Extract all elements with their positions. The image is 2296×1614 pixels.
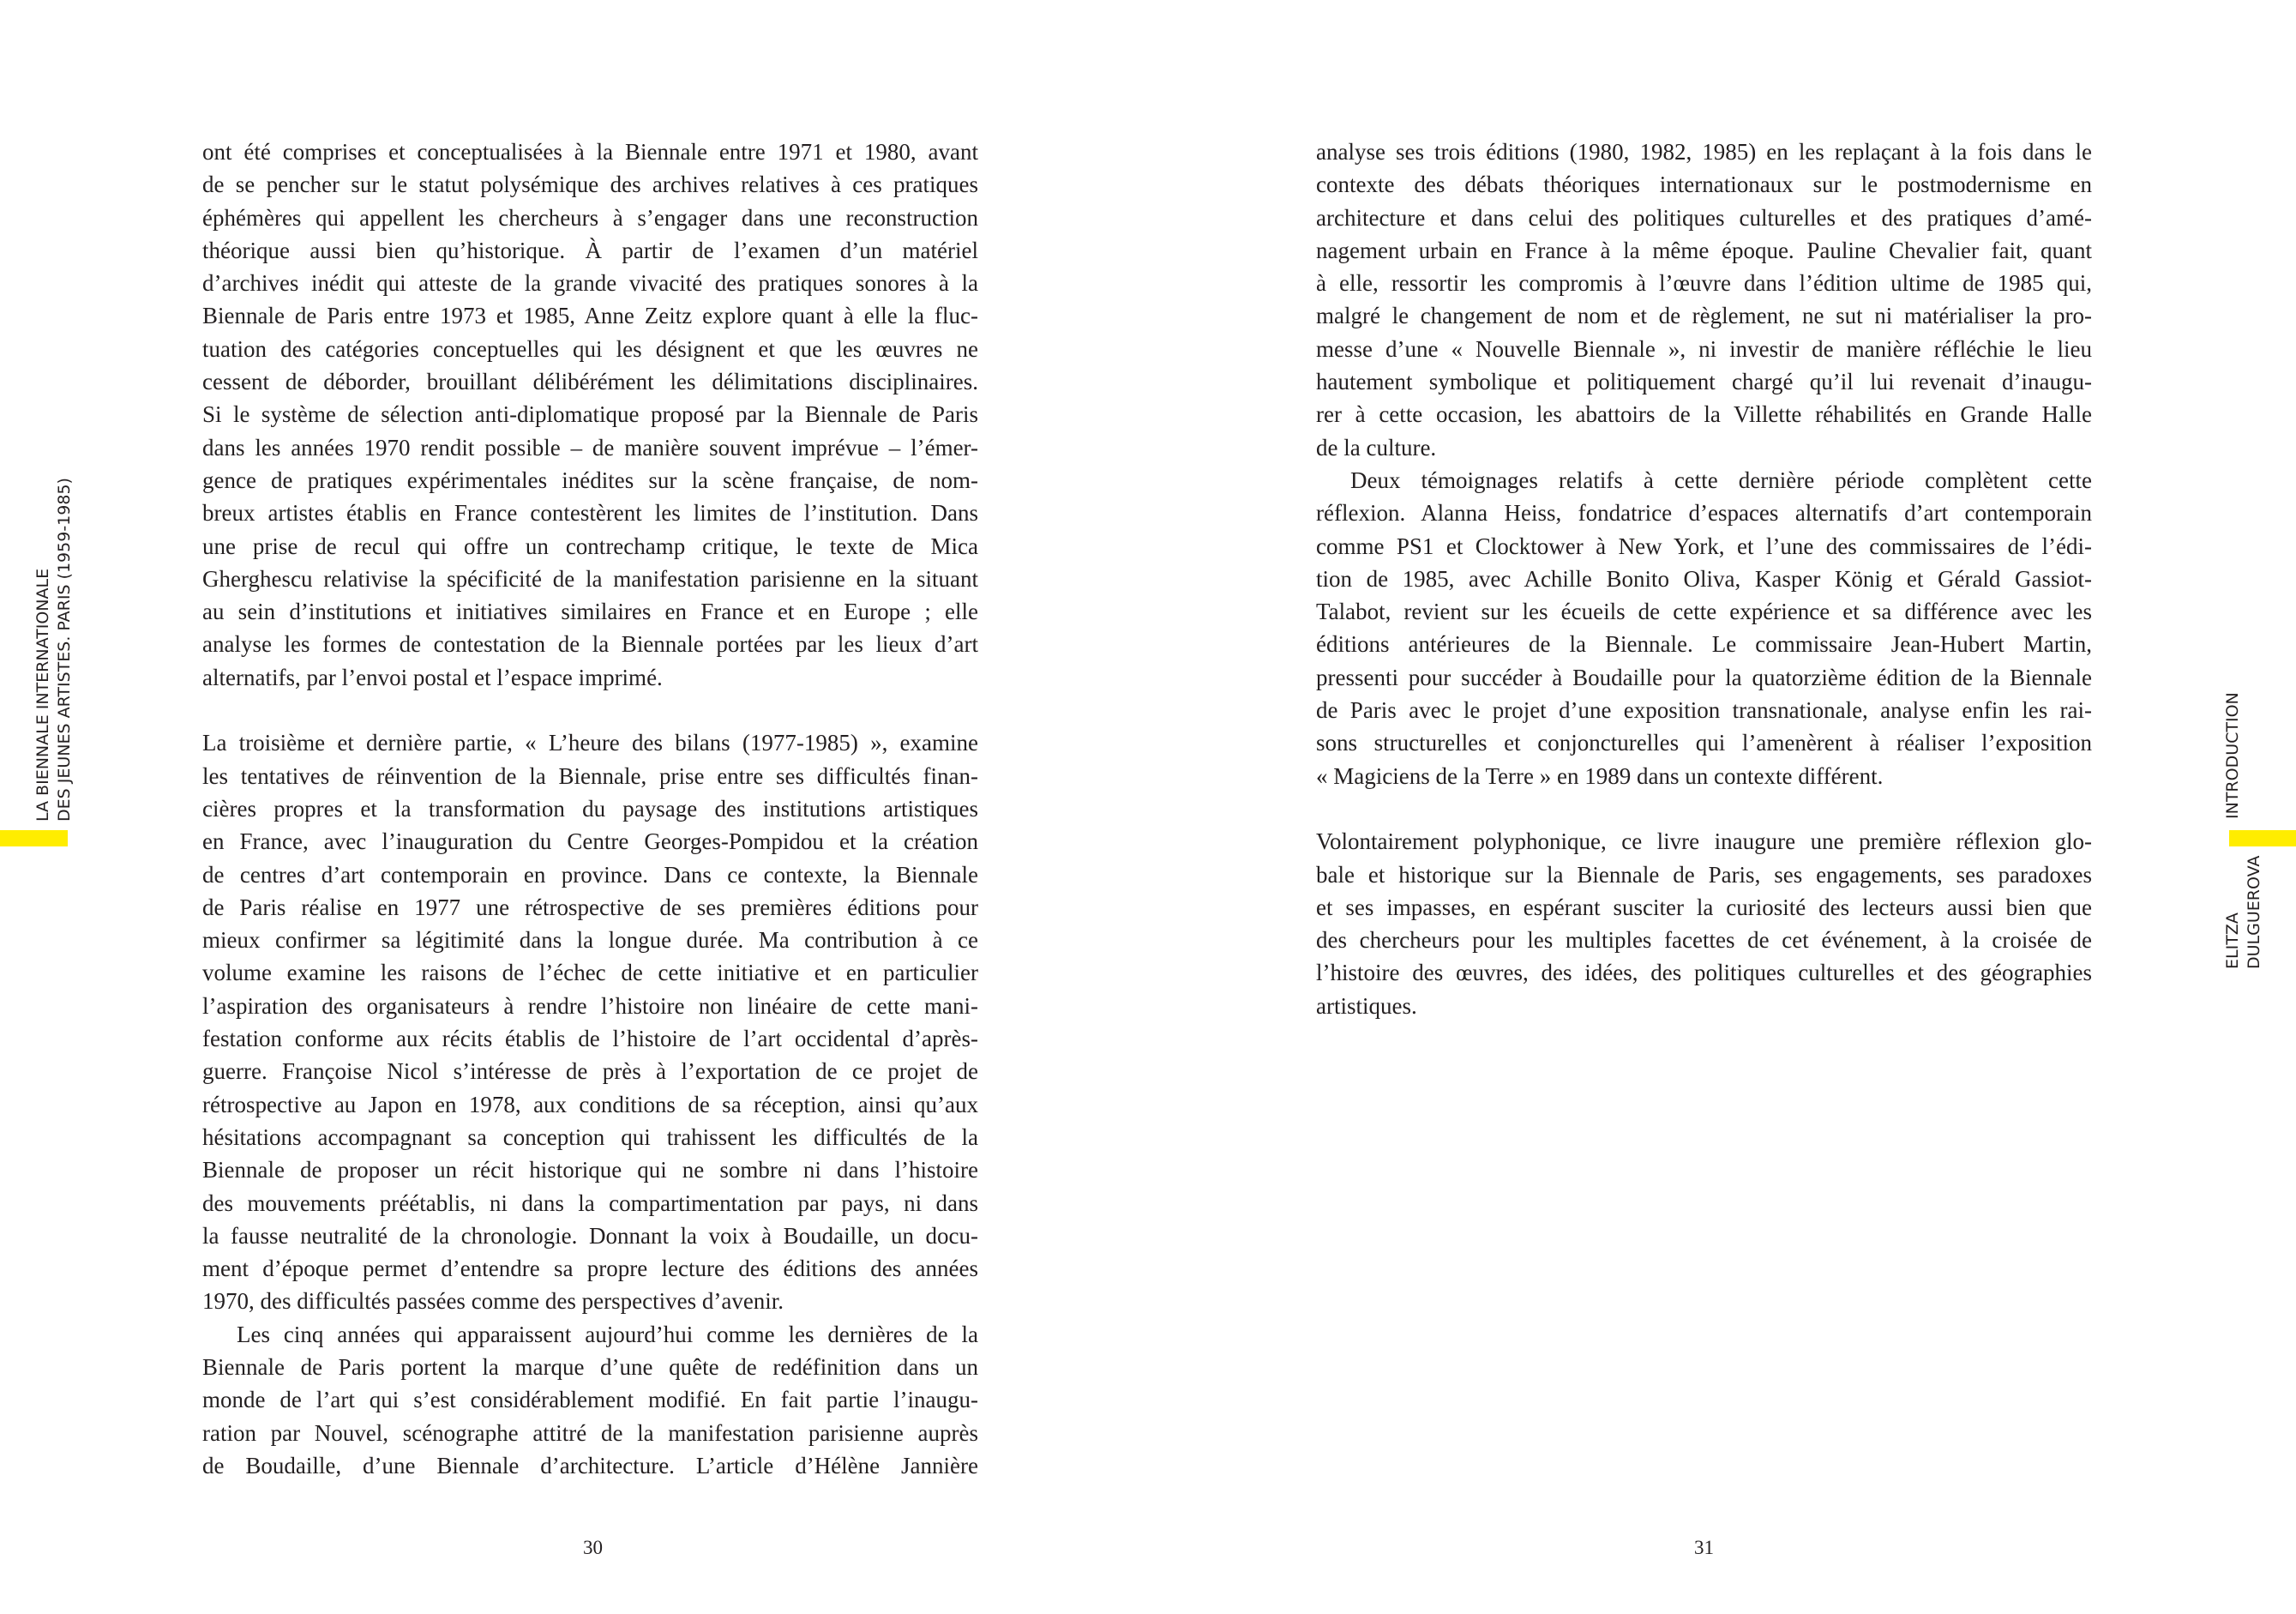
text-line: théorique aussi bien qu’historique. À partir de l’examen d’un matériel [202, 237, 978, 263]
text-line: mieux confirmer sa légitimité dans la longue durée. Ma contribution à ce [202, 927, 978, 954]
running-head-section: INTRODUCTION [2223, 692, 2242, 819]
text-line: Biennale de Paris portent la marque d’une quête de redéfinition dans un [202, 1353, 978, 1380]
page-number-right: 31 [1694, 1537, 1714, 1558]
text-line: La troisième et dernière partie, « L’heure des bilans (1977-1985) », examine [202, 730, 978, 756]
paragraph [1316, 136, 2092, 464]
text-line: à elle, ressortir les compromis à l’œuvre dans l’édition ultime de 1985 qui, [1316, 270, 2092, 297]
yellow-tab-marker-right [2229, 830, 2296, 846]
text-line: l’aspiration des organisateurs à rendre l’histoire non linéaire de cette mani- [202, 992, 978, 1019]
text-line: la fausse neutralité de la chronologie. Donnant la voix à Boudaille, un docu- [202, 1222, 978, 1249]
text-line: rétrospective au Japon en 1978, aux conditions de sa réception, ainsi qu’aux [202, 1091, 978, 1117]
text-line: contexte des débats théoriques internationaux sur le postmodernisme en [1316, 172, 2092, 198]
text-line: malgré le changement de nom et de règlement, ne sut ni matérialiser la pro- [1316, 303, 2092, 329]
text-line: guerre. Françoise Nicol s’intéresse de près à l’exportation de ce projet de [202, 1058, 978, 1085]
text-line: des chercheurs pour les multiples facettes de cet événement, à la croisée de [1316, 927, 2092, 954]
text-line: Biennale de proposer un récit historique qui ne sombre ni dans l’histoire [202, 1157, 978, 1183]
text-line: éphémères qui appellent les chercheurs à s’engager dans une reconstruction [202, 204, 978, 231]
running-head-book-title [33, 478, 75, 822]
text-line: de Boudaille, d’une Biennale d’architecture. L’article d’Hélène Jannière [202, 1452, 978, 1478]
author-first-name: ELITZA [2223, 912, 2242, 969]
text-line: de se pencher sur le statut polysémique des archives relatives à ces pratiques [202, 172, 978, 198]
text-line: les tentatives de réinvention de la Biennale, prise entre ses difficultés finan- [202, 762, 978, 789]
left-page-body [202, 136, 978, 1482]
text-line: bale et historique sur la Biennale de Paris, ses engagements, ses paradoxes [1316, 861, 2092, 888]
text-line: en France, avec l’inauguration du Centre Georges-Pompidou et la création [202, 828, 978, 855]
text-line: d’archives inédit qui atteste de la grande vivacité des pratiques sonores à la [202, 270, 978, 297]
paragraph [1316, 464, 2092, 792]
text-line: gence de pratiques expérimentales inédites sur la scène française, de nom- [202, 467, 978, 493]
text-line: volume examine les raisons de l’échec de cette initiative et en particulier [202, 960, 978, 986]
text-line: et ses impasses, en espérant susciter la curiosité des lecteurs aussi bien que [1316, 894, 2092, 920]
paragraph [202, 1318, 978, 1482]
text-line: pressenti pour succéder à Boudaille pour la quatorzième édition de la Biennale [1316, 664, 2092, 690]
paragraph-gap [202, 694, 978, 726]
text-line: ment d’époque permet d’entendre sa propre lecture des éditions des années [202, 1256, 978, 1282]
text-line: artistiques. [1316, 992, 1417, 1019]
text-line: « Magiciens de la Terre » en 1989 dans un contexte différent. [1316, 762, 1884, 789]
paragraph-gap [1316, 792, 2092, 825]
text-line: Biennale de Paris entre 1973 et 1985, Anne Zeitz explore quant à elle la fluc- [202, 303, 978, 329]
running-head-author [2222, 856, 2265, 969]
text-line: des mouvements préétablis, ni dans la compartimentation par pays, ni dans [202, 1189, 978, 1216]
page-number-left: 30 [583, 1537, 603, 1558]
text-line: Les cinq années qui apparaissent aujourd’hui comme les dernières de la [237, 1321, 978, 1347]
text-line: Gherghescu relativise la spécificité de la manifestation parisienne en la situant [202, 565, 978, 592]
text-line: Volontairement polyphonique, ce livre inaugure une première réflexion glo- [1316, 828, 2092, 855]
text-line: tuation des catégories conceptuelles qui les désignent et que les œuvres ne [202, 335, 978, 362]
text-line: sons structurelles et conjoncturelles qui l’amenèrent à réaliser l’exposition [1316, 730, 2092, 756]
text-line: Talabot, revient sur les écueils de cette expérience et sa différence avec les [1316, 599, 2092, 625]
text-line: cessent de déborder, brouillant délibérément les délimitations disciplinaires. [202, 369, 978, 395]
text-line: hésitations accompagnant sa conception qui trahissent les difficultés de la [202, 1123, 978, 1150]
paragraph [202, 726, 978, 1317]
text-line: cières propres et la transformation du paysage des institutions artistiques [202, 795, 978, 822]
text-line: architecture et dans celui des politiques culturelles et des pratiques d’amé- [1316, 204, 2092, 231]
text-line: alternatifs, par l’envoi postal et l’espace imprimé. [202, 664, 663, 690]
text-line: de la culture. [1316, 434, 1437, 461]
text-line: de centres d’art contemporain en province. Dans ce contexte, la Biennale [202, 861, 978, 888]
running-head-line: LA BIENNALE INTERNATIONALE [33, 568, 52, 822]
text-line: analyse les formes de contestation de la Biennale portées par les lieux d’art [202, 631, 978, 658]
text-line: de Paris réalise en 1977 une rétrospective de ses premières éditions pour [202, 894, 978, 920]
running-head-line: DES JEUNES ARTISTES. PARIS (1959-1985) [55, 478, 74, 822]
text-line: tion de 1985, avec Achille Bonito Oliva, Kasper König et Gérald Gassiot- [1316, 565, 2092, 592]
text-line: réflexion. Alanna Heiss, fondatrice d’espaces alternatifs d’art contemporain [1316, 500, 2092, 527]
text-line: breux artistes établis en France contestèrent les limites de l’institution. Dans [202, 500, 978, 527]
text-line: une prise de recul qui offre un contrechamp critique, le texte de Mica [202, 533, 978, 559]
text-line: festation conforme aux récits établis de l’histoire de l’art occidental d’après- [202, 1026, 978, 1052]
text-line: comme PS1 et Clocktower à New York, et l’une des commissaires de l’édi- [1316, 533, 2092, 559]
text-line: Si le système de sélection anti-diplomatique proposé par la Biennale de Paris [202, 401, 978, 428]
text-line: au sein d’institutions et initiatives similaires en France et en Europe ; elle [202, 599, 978, 625]
text-line: éditions antérieures de la Biennale. Le commissaire Jean-Hubert Martin, [1316, 631, 2092, 658]
yellow-tab-marker-left [0, 830, 68, 846]
text-line: hautement symbolique et politiquement chargé qu’il lui revenait d’inaugu- [1316, 369, 2092, 395]
paragraph [202, 136, 978, 694]
text-line: de Paris avec le projet d’une exposition transnationale, analyse enfin les rai- [1316, 697, 2092, 724]
right-page-body [1316, 136, 2092, 1022]
author-last-name: DULGUEROVA [2245, 855, 2263, 969]
text-line: 1970, des difficultés passées comme des perspectives d’avenir. [202, 1288, 784, 1315]
text-line: analyse ses trois éditions (1980, 1982, 1985) en les replaçant à la fois dans le [1316, 139, 2092, 165]
text-line: ration par Nouvel, scénographe attitré de la manifestation parisienne auprès [202, 1419, 978, 1446]
text-line: messe d’une « Nouvelle Biennale », ni investir de manière réfléchie le lieu [1316, 335, 2092, 362]
paragraph [1316, 825, 2092, 1022]
text-line: monde de l’art qui s’est considérablement modifié. En fait partie l’inaugu- [202, 1387, 978, 1413]
text-line: nagement urbain en France à la même époque. Pauline Chevalier fait, quant [1316, 237, 2092, 263]
text-line: dans les années 1970 rendit possible – de manière souvent imprévue – l’émer- [202, 434, 978, 461]
text-line: rer à cette occasion, les abattoirs de la Villette réhabilités en Grande Halle [1316, 401, 2092, 428]
text-line: Deux témoignages relatifs à cette dernière période complètent cette [1350, 467, 2092, 493]
text-line: ont été comprises et conceptualisées à la Biennale entre 1971 et 1980, avant [202, 139, 978, 165]
text-line: l’histoire des œuvres, des idées, des politiques culturelles et des géographies [1316, 960, 2092, 986]
